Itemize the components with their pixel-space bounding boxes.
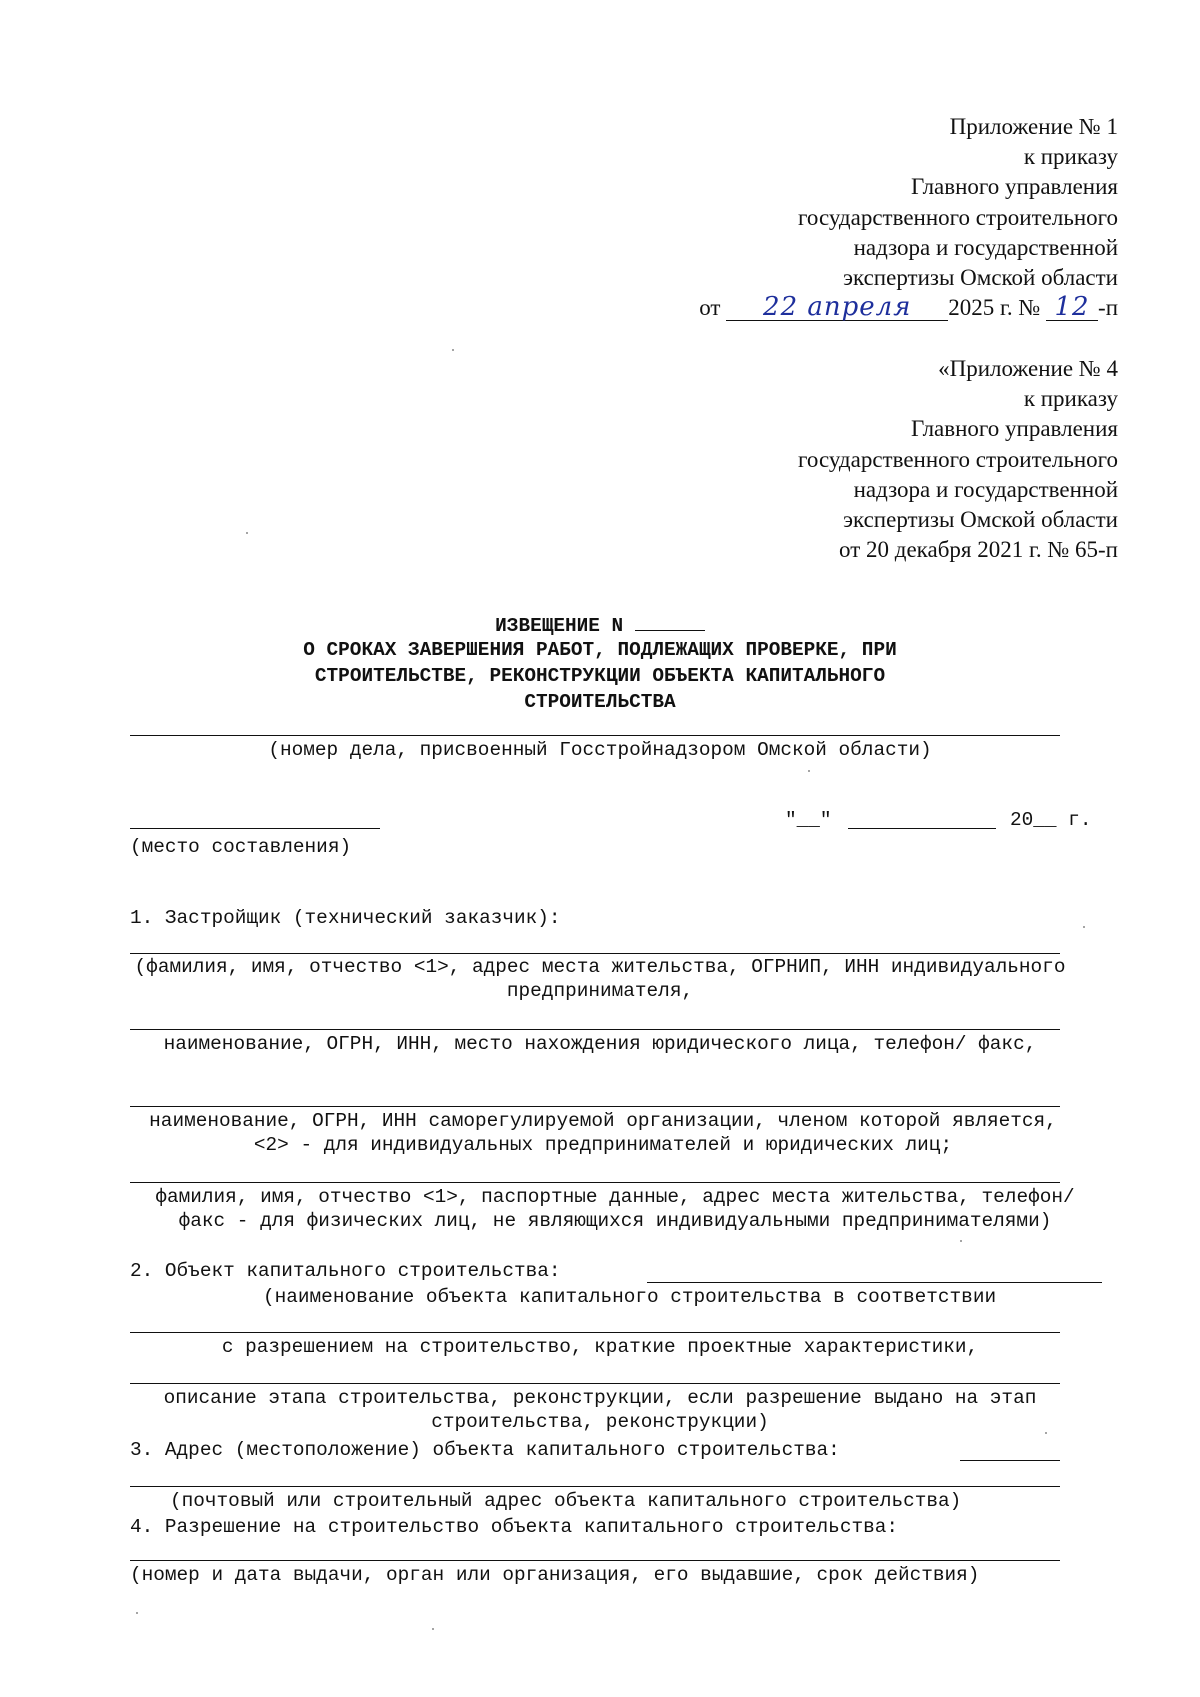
authority-line: экспертизы Омской области bbox=[843, 265, 1118, 291]
appendix-1-line: Приложение № 1 bbox=[949, 114, 1118, 139]
section-1-caption: фамилия, имя, отчество <1>, паспортные данные, адрес места жительства, телефон/факс - для физических лиц, не являющихся индивидуальными предпринимателями) bbox=[155, 1186, 1075, 1232]
section-2-caption: описание этапа строительства, реконструкции, если разрешение выдано на этап строительства, реконструкции) bbox=[163, 1387, 1037, 1433]
section-4-heading: 4. Разрешение на строительство объекта капитального строительства: bbox=[130, 1516, 898, 1538]
authority-line: Главного управления bbox=[911, 416, 1118, 442]
title-notice-number: ИЗВЕЩЕНИЕ N bbox=[495, 615, 624, 637]
date-day-field: "__" bbox=[785, 809, 832, 831]
authority-line: экспертизы Омской области bbox=[843, 507, 1118, 533]
section-1-caption: наименование, ОГРН, ИНН, место нахождения юридического лица, телефон/ факс, bbox=[163, 1033, 1037, 1055]
blank-line bbox=[130, 1106, 1060, 1107]
handwritten-number: 12 bbox=[1054, 292, 1090, 323]
place-line bbox=[130, 828, 380, 829]
blank-line bbox=[647, 1282, 1102, 1283]
title-line: СТРОИТЕЛЬСТВА bbox=[524, 691, 676, 713]
case-number-caption: (номер дела, присвоенный Госстройнадзором Омской области) bbox=[268, 739, 932, 761]
handwritten-date-field bbox=[726, 292, 948, 323]
section-2-heading: 2. Объект капитального строительства: bbox=[130, 1260, 561, 1282]
order-date-line: от 20 декабря 2021 г. № 65-п bbox=[839, 537, 1118, 563]
place-caption: (место составления) bbox=[130, 836, 352, 858]
section-3-caption: (почтовый или строительный адрес объекта капитального строительства) bbox=[170, 1490, 962, 1512]
authority-line: государственного строительного bbox=[798, 446, 1118, 472]
section-1-caption: (фамилия, имя, отчество <1>, адрес места жительства, ОГРНИП, ИНН индивидуального предпринимателя, bbox=[134, 956, 1066, 1002]
appendix-4-header bbox=[518, 354, 1118, 565]
number-suffix: -п bbox=[1098, 295, 1118, 321]
blank-line bbox=[130, 1332, 1060, 1333]
section-1-heading: 1. Застройщик (технический заказчик): bbox=[130, 907, 561, 929]
blank-line bbox=[130, 1029, 1060, 1030]
section-3-heading: 3. Адрес (местоположение) объекта капитального строительства: bbox=[130, 1439, 840, 1461]
section-2-caption: (наименование объекта капитального строительства в соответствии bbox=[263, 1286, 997, 1308]
blank-line bbox=[130, 1182, 1060, 1183]
order-ref-line: к приказу bbox=[1023, 386, 1118, 412]
authority-line: Главного управления bbox=[911, 174, 1118, 200]
notice-number-blank bbox=[635, 612, 705, 631]
date-year: 2025 г. № bbox=[948, 295, 1041, 321]
section-4-caption: (номер и дата выдачи, орган или организация, его выдавшие, срок действия) bbox=[130, 1564, 980, 1586]
blank-line bbox=[960, 1460, 1060, 1461]
authority-line: надзора и государственной bbox=[853, 476, 1118, 502]
authority-line: надзора и государственной bbox=[853, 234, 1118, 260]
date-month-line bbox=[848, 828, 996, 829]
date-year-field: 20__ г. bbox=[1010, 809, 1092, 831]
order-date-line bbox=[518, 293, 1118, 323]
title-line: О СРОКАХ ЗАВЕРШЕНИЯ РАБОТ, ПОДЛЕЖАЩИХ ПРОВЕРКЕ, ПРИ bbox=[303, 639, 897, 661]
authority-line: государственного строительного bbox=[798, 204, 1118, 230]
appendix-4-line: «Приложение № 4 bbox=[938, 356, 1118, 381]
blank-line bbox=[130, 953, 1060, 954]
order-ref-line: к приказу bbox=[1023, 144, 1118, 170]
blank-line bbox=[130, 1383, 1060, 1384]
date-prefix: от bbox=[699, 295, 721, 321]
handwritten-date: 22 апреля bbox=[763, 292, 912, 323]
blank-line bbox=[130, 1486, 1060, 1487]
section-1-caption: наименование, ОГРН, ИНН саморегулируемой организации, членом которой является, <2> - для индивидуальных предпринимателей и юридических лиц; bbox=[149, 1110, 1057, 1156]
appendix-1-header bbox=[518, 112, 1118, 323]
blank-line bbox=[130, 1560, 1060, 1561]
title-line: СТРОИТЕЛЬСТВЕ, РЕКОНСТРУКЦИИ ОБЪЕКТА КАПИТАЛЬНОГО bbox=[314, 665, 886, 687]
title-line bbox=[130, 612, 1070, 638]
handwritten-number-field bbox=[1046, 292, 1098, 323]
section-2-caption: с разрешением на строительство, краткие проектные характеристики, bbox=[221, 1336, 979, 1358]
case-number-line bbox=[130, 735, 1060, 736]
